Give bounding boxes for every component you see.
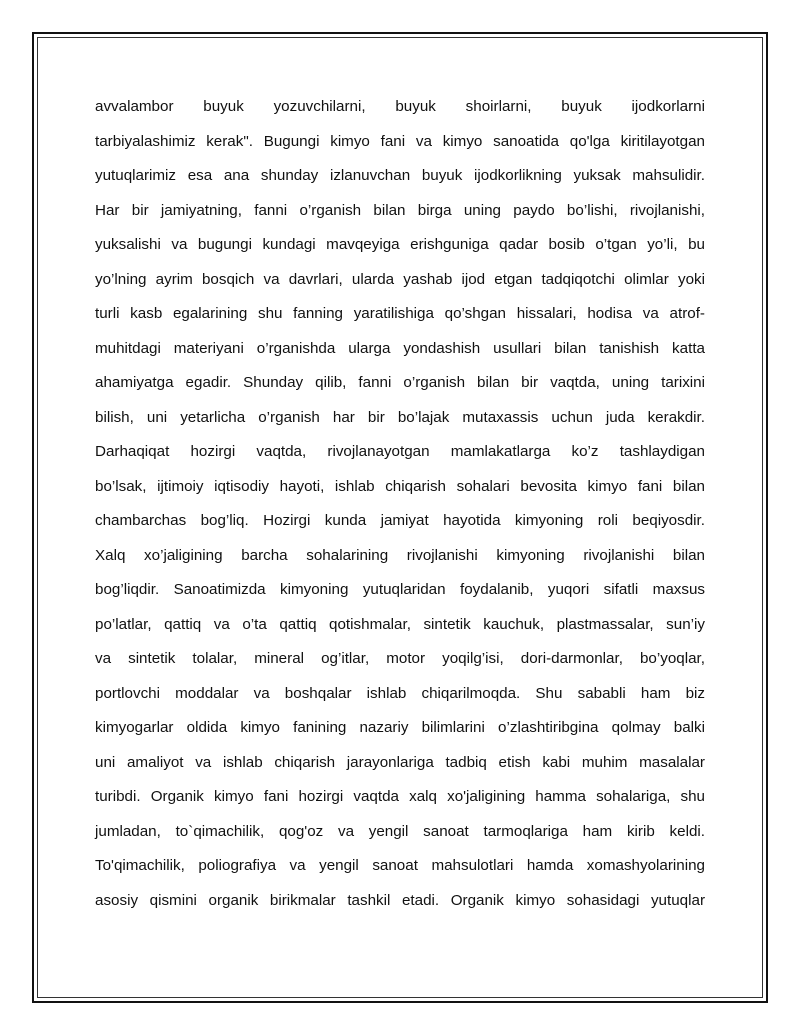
text-line: To'qimachilik, poliografiya va yengil sanoat mahsulotlari hamda xomashyolarining [95, 857, 705, 874]
text-line: Har bir jamiyatning, fanni o’rganish bilan birga uning paydo bo’lishi, rivojlanishi, [95, 201, 705, 219]
text-line: avvalambor buyuk yozuvchilarni, buyuk shoirlarni, buyuk ijodkorlarni [95, 98, 705, 115]
text-line: portlovchi moddalar va boshqalar ishlab chiqarilmoqda. Shu sababli ham biz [95, 684, 705, 702]
text-line: Darhaqiqat hozirgi vaqtda, rivojlanayotgan mamlakatlarga ko’z tashlaydigan [95, 443, 705, 460]
text-line: po’latlar, qattiq va o’ta qattiq qotishmalar, sintetik kauchuk, plastmassalar, sun’iy [95, 615, 705, 633]
text-line: uni amaliyot va ishlab chiqarish jarayonlariga tadbiq etish kabi muhim masalalar [95, 753, 705, 771]
text-line: kimyogarlar oldida kimyo fanining nazariy bilimlarini o’zlashtiribgina qolmay balki [95, 719, 705, 736]
text-line: va sintetik tolalar, mineral og’itlar, motor yoqilg’isi, dori-darmonlar, bo’yoqlar, [95, 650, 705, 667]
text-line: jumladan, to`qimachilik, qog'oz va yengil sanoat tarmoqlariga ham kirib keldi. [95, 822, 705, 840]
text-line: ahamiyatga egadir. Shunday qilib, fanni o’rganish bilan bir vaqtda, uning tarixini [95, 374, 705, 391]
text-line: bo’lsak, ijtimoiy iqtisodiy hayoti, ishlab chiqarish sohalari bevosita kimyo fani bilan [95, 477, 705, 495]
text-line: yo’lning ayrim bosqich va davrlari, ularda yashab ijod etgan tadqiqotchi olimlar yoki [95, 270, 705, 288]
text-line: yutuqlarimiz esa ana shunday izlanuvchan buyuk ijodkorlikning yuksak mahsulidir. [95, 167, 705, 184]
text-line: turli kasb egalarining shu fanning yaratilishiga qo’shgan hissalari, hodisa va atrof- [95, 305, 705, 322]
text-line: bilish, uni yetarlicha o’rganish har bir bo’lajak mutaxassis uchun juda kerakdir. [95, 408, 705, 426]
text-line: chambarchas bog’liq. Hozirgi kunda jamiyat hayotida kimyoning roli beqiyosdir. [95, 512, 705, 529]
text-line: asosiy qismini organik birikmalar tashkil etadi. Organik kimyo sohasidagi yutuqlar [95, 891, 705, 909]
text-line: muhitdagi materiyani o’rganishda ularga yondashish usullari bilan tanishish katta [95, 339, 705, 357]
document-body [95, 90, 705, 918]
text-line: tarbiyalashimiz kerak". Bugungi kimyo fani va kimyo sanoatida qo'lga kiritilayotgan [95, 132, 705, 150]
text-line: turibdi. Organik kimyo fani hozirgi vaqtda xalq xo'jaligining hamma sohalariga, shu [95, 788, 705, 805]
text-line: bog’liqdir. Sanoatimizda kimyoning yutuqlaridan foydalanib, yuqori sifatli maxsus [95, 581, 705, 598]
text-line: yuksalishi va bugungi kundagi mavqeyiga erishguniga qadar bosib o’tgan yo’li, bu [95, 236, 705, 253]
text-line: Xalq xo’jaligining barcha sohalarining rivojlanishi kimyoning rivojlanishi bilan [95, 546, 705, 564]
